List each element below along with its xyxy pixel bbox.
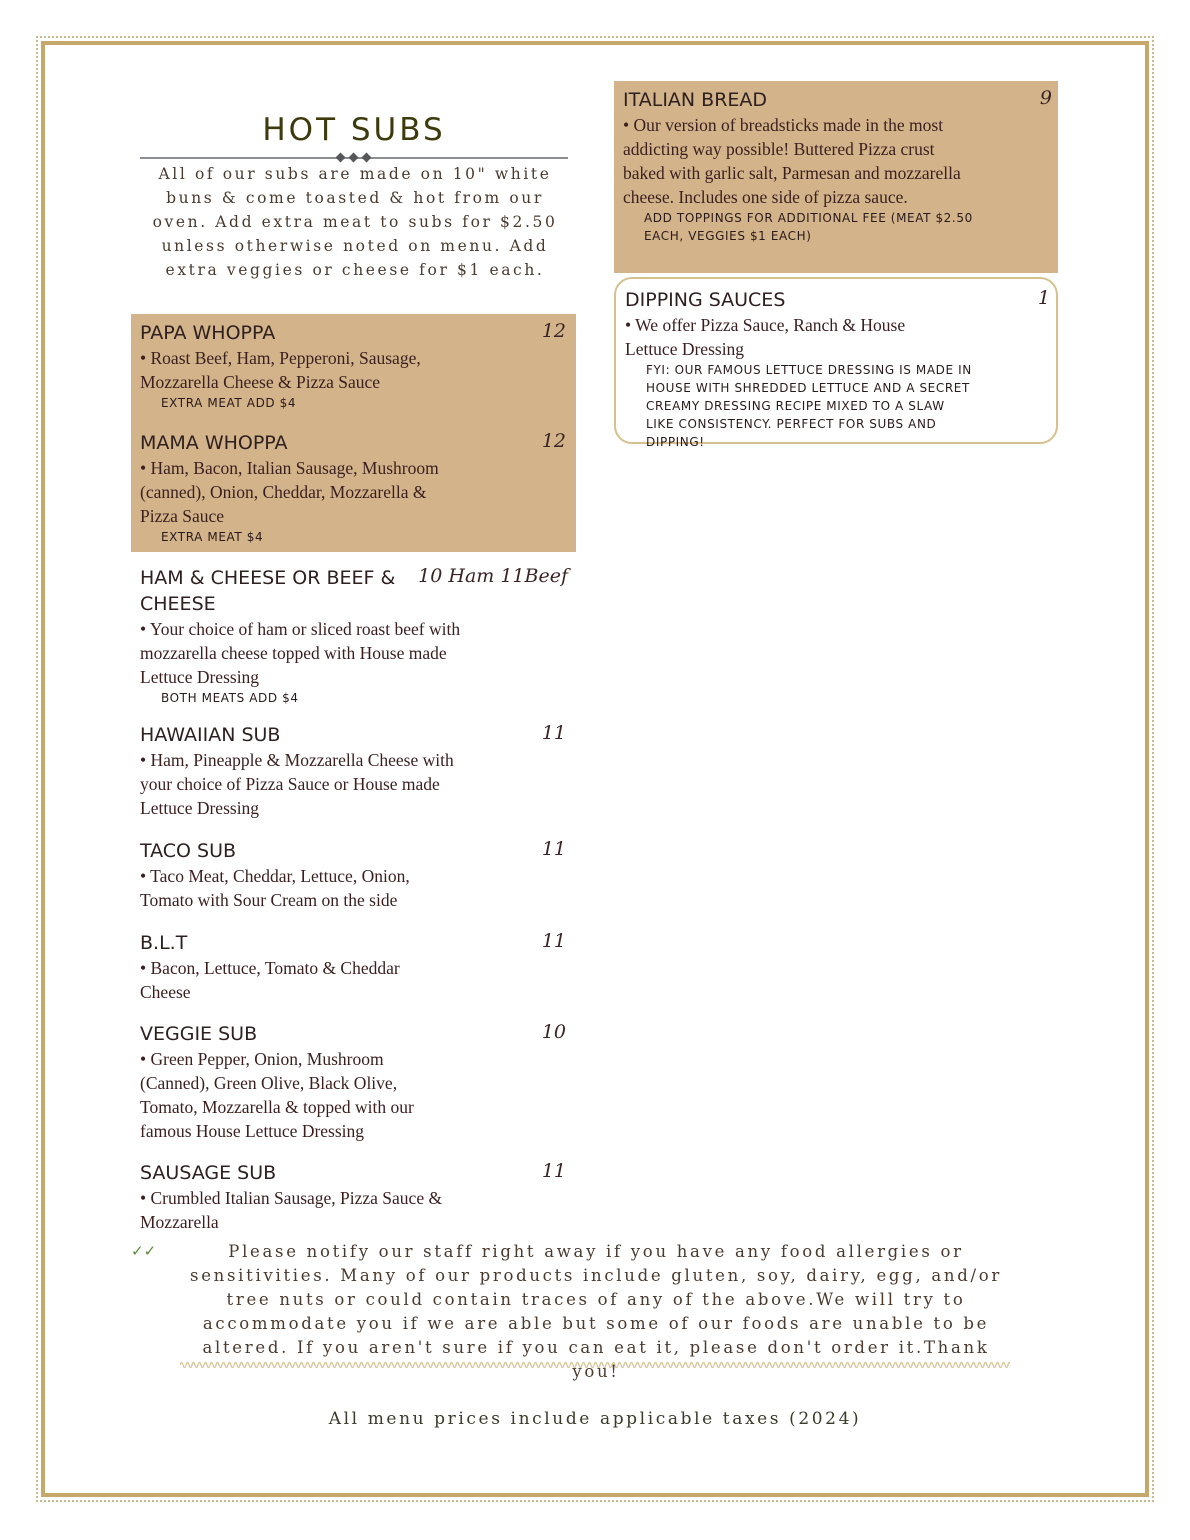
item-description: • Taco Meat, Cheddar, Lettuce, Onion, Tomato with Sour Cream on the side [140,866,410,910]
item-name: DIPPING SAUCES [625,289,786,311]
item-price: 11 [541,1160,566,1182]
item-description: • Our version of breadsticks made in the most addicting way possible! Buttered Pizza crust baked with garlic salt, Parmesan and mozzarella cheese. Includes one side of pizza sauce. [623,115,961,207]
item-description: • We offer Pizza Sauce, Ranch & House Lettuce Dressing [625,315,906,359]
menu-item [140,722,570,820]
item-name: HAWAIIAN SUB [140,724,281,746]
item-price: 11 [541,838,566,860]
item-name: PAPA WHOPPA [140,322,276,344]
item-description: • Your choice of ham or sliced roast beef with mozzarella cheese topped with House made Lettuce Dressing [140,619,461,687]
side-item [614,81,1058,273]
menu-item [140,430,570,546]
checkmark-icon: ✓✓ [131,1242,157,1260]
menu-item [140,320,570,412]
item-price: 10 [541,1021,566,1043]
item-description: • Crumbled Italian Sausage, Pizza Sauce & Mozzarella [140,1188,443,1232]
item-note: BOTH MEATS ADD $4 [161,691,299,705]
item-name: VEGGIE SUB [140,1023,258,1045]
section-title: HOT SUBS [262,112,446,148]
menu-item [140,1021,570,1143]
item-name: B.L.T [140,932,188,954]
item-price: 1 [1037,287,1050,309]
item-name: HAM & CHEESE OR BEEF & CHEESE [140,567,396,615]
item-price: 10 Ham 11Beef [418,565,568,587]
section-intro: All of our subs are made on 10" white buns & come toasted & hot from our oven. Add extra meat to subs for $2.50 unless otherwise noted on menu. Add extra veggies or cheese for $1 each. [152,165,558,279]
menu-item [140,1160,570,1234]
item-price: 12 [541,430,566,452]
item-price: 11 [541,722,566,744]
item-description: • Roast Beef, Ham, Pepperoni, Sausage, Mozzarella Cheese & Pizza Sauce [140,348,421,392]
item-note: FYI: OUR FAMOUS LETTUCE DRESSING IS MADE IN HOUSE WITH SHREDDED LETTUCE AND A SECRET CREAMY DRESSING RECIPE MIXED TO A SLAW LIKE CONSISTENCY. PERFECT FOR SUBS AND DIPPING! [646,363,972,449]
item-price: 9 [1039,87,1052,109]
item-price: 12 [541,320,566,342]
item-note: EXTRA MEAT $4 [161,530,264,544]
item-name: TACO SUB [140,840,237,862]
item-note: ADD TOPPINGS FOR ADDITIONAL FEE (MEAT $2.50 EACH, VEGGIES $1 EACH) [644,211,973,243]
allergy-notice: Please notify our staff right away if you have any food allergies or sensitivities. Many of our products include gluten, soy, dairy, egg, and/or tree nuts or could contain traces of any of the above.We will try to accommodate you if we are able but some of our foods are unable to be altered. If you aren't sure if you can eat it, please don't order it.Thank you! [190,1242,1002,1381]
item-price: 11 [541,930,566,952]
item-description: • Ham, Pineapple & Mozzarella Cheese with your choice of Pizza Sauce or House made Lettuce Dressing [140,750,454,818]
item-description: • Bacon, Lettuce, Tomato & Cheddar Cheese [140,958,400,1002]
item-description: • Ham, Bacon, Italian Sausage, Mushroom (canned), Onion, Cheddar, Mozzarella & Pizza Sauce [140,458,439,526]
item-note: EXTRA MEAT ADD $4 [161,396,297,410]
side-item [614,277,1058,449]
item-name: ITALIAN BREAD [623,89,768,111]
menu-item [140,838,570,912]
item-description: • Green Pepper, Onion, Mushroom (Canned), Green Olive, Black Olive, Tomato, Mozzarella & topped with our famous House Lettuce Dressing [140,1049,414,1141]
wavy-divider [180,1360,1010,1370]
item-name: MAMA WHOPPA [140,432,288,454]
item-name: SAUSAGE SUB [140,1162,277,1184]
tax-footer: All menu prices include applicable taxes (2024) [328,1409,862,1429]
menu-item [140,565,570,707]
menu-item [140,930,570,1004]
